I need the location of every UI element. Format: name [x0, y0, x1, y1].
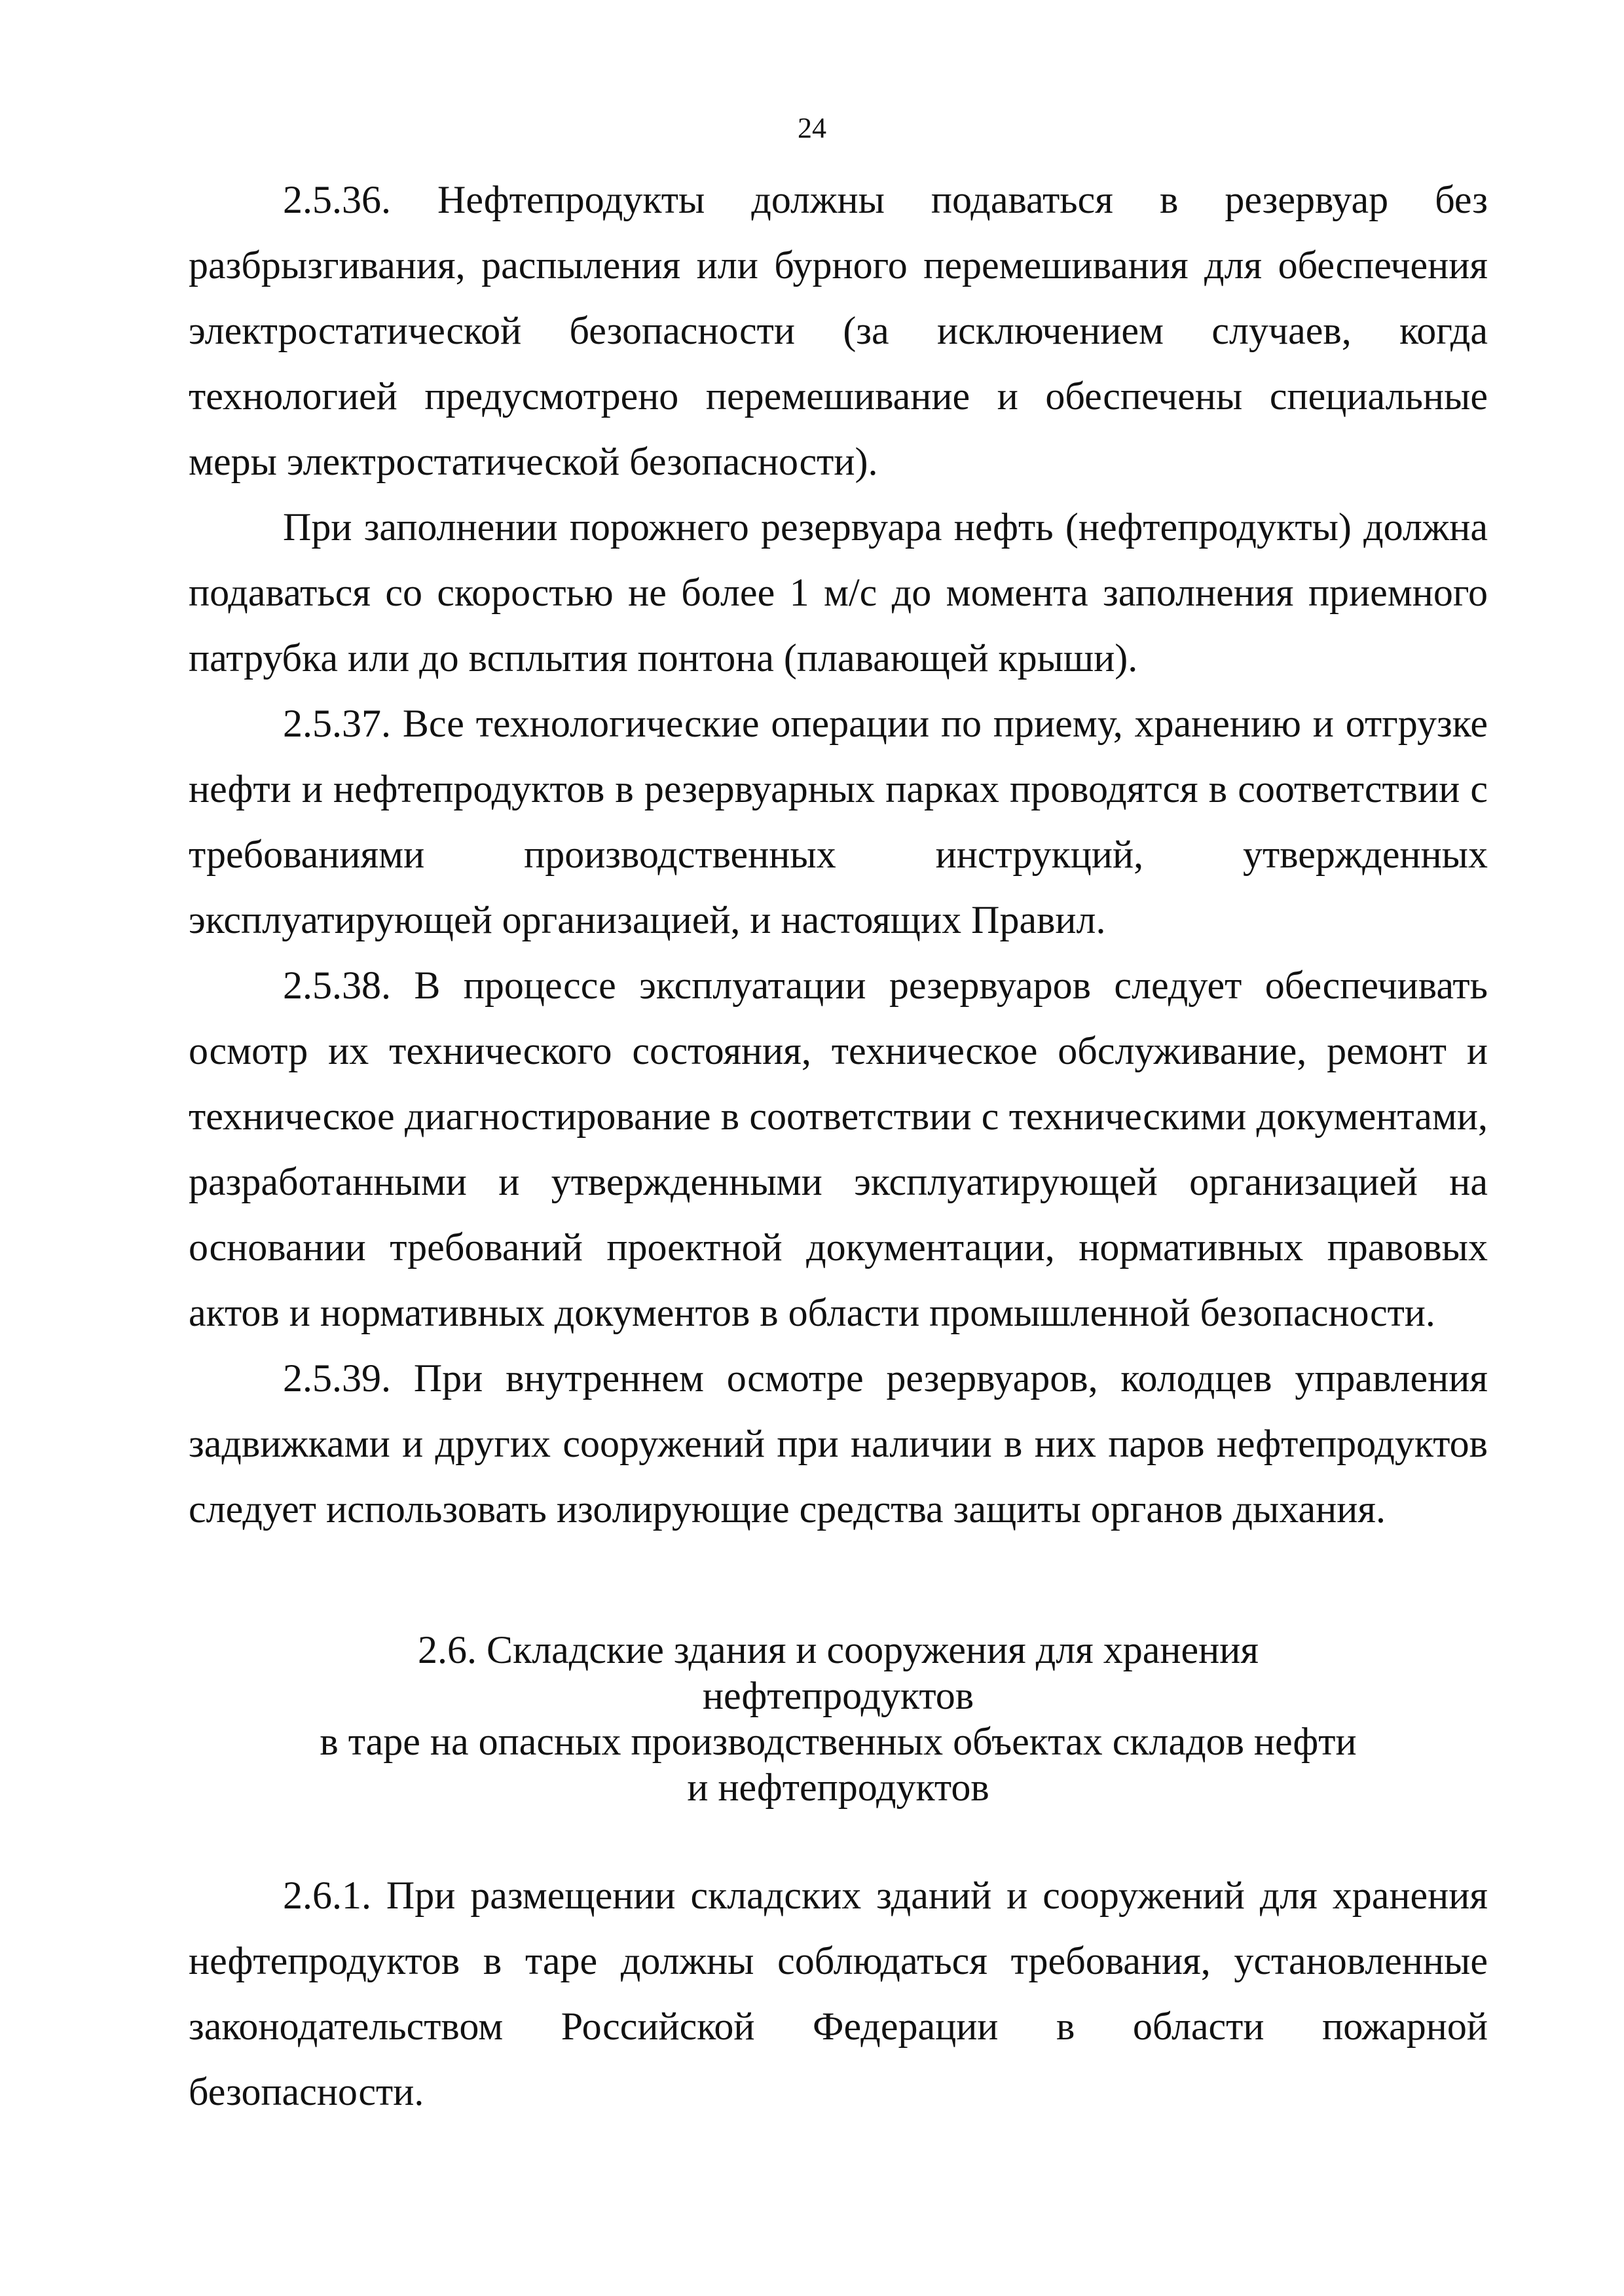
section-heading-line: и нефтепродуктов [687, 1766, 989, 1809]
paragraph-filling-speed: При заполнении порожнего резервуара нефть (нефтепродукты) должна подаваться со скоростью не более 1 м/с до момента заполнения приемного патрубка или до всплытия понтона (плавающей крыши). [189, 505, 1488, 680]
paragraph-2-6-1: 2.6.1. При размещении складских зданий и сооружений для хранения нефтепродуктов в таре должны соблюдаться требования, установленные законодательством Российской Федерации в области пожарной безопасности. [189, 1874, 1488, 2113]
section-heading-2-6 [189, 1627, 1488, 1810]
paragraph-2-5-37: 2.5.37. Все технологические операции по приему, хранению и отгрузке нефти и нефтепродуктов в резервуарных парках проводятся в соответствии с требованиями производственных инструкций, утвержденных эксплуатирующей организацией, и настоящих Правил. [189, 702, 1488, 941]
section-heading-line: в таре на опасных производственных объектах складов нефти [320, 1720, 1357, 1763]
paragraph-2-5-39: 2.5.39. При внутреннем осмотре резервуаров, колодцев управления задвижками и других сооружений при наличии в них паров нефтепродуктов следует использовать изолирующие средства защиты органов дыхания. [189, 1357, 1488, 1531]
section-heading-line: 2.6. Складские здания и сооружения для хранения нефтепродуктов [418, 1628, 1259, 1717]
paragraph-2-5-38: 2.5.38. В процессе эксплуатации резервуаров следует обеспечивать осмотр их технического состояния, техническое обслуживание, ремонт и техническое диагностирование в соответствии с техническими документами, разработанными и утвержденными эксплуатирующей организацией на основании требований проектной документации, нормативных правовых актов и нормативных документов в области промышленной безопасности. [189, 964, 1488, 1334]
document-body [189, 167, 1488, 2124]
page-number: 24 [798, 112, 826, 144]
paragraph-2-5-36: 2.5.36. Нефтепродукты должны подаваться в резервуар без разбрызгивания, распыления или бурного перемешивания для обеспечения электростатической безопасности (за исключением случаев, когда технологией предусмотрено перемешивание и обеспечены специальные меры электростатической безопасности). [189, 178, 1488, 483]
